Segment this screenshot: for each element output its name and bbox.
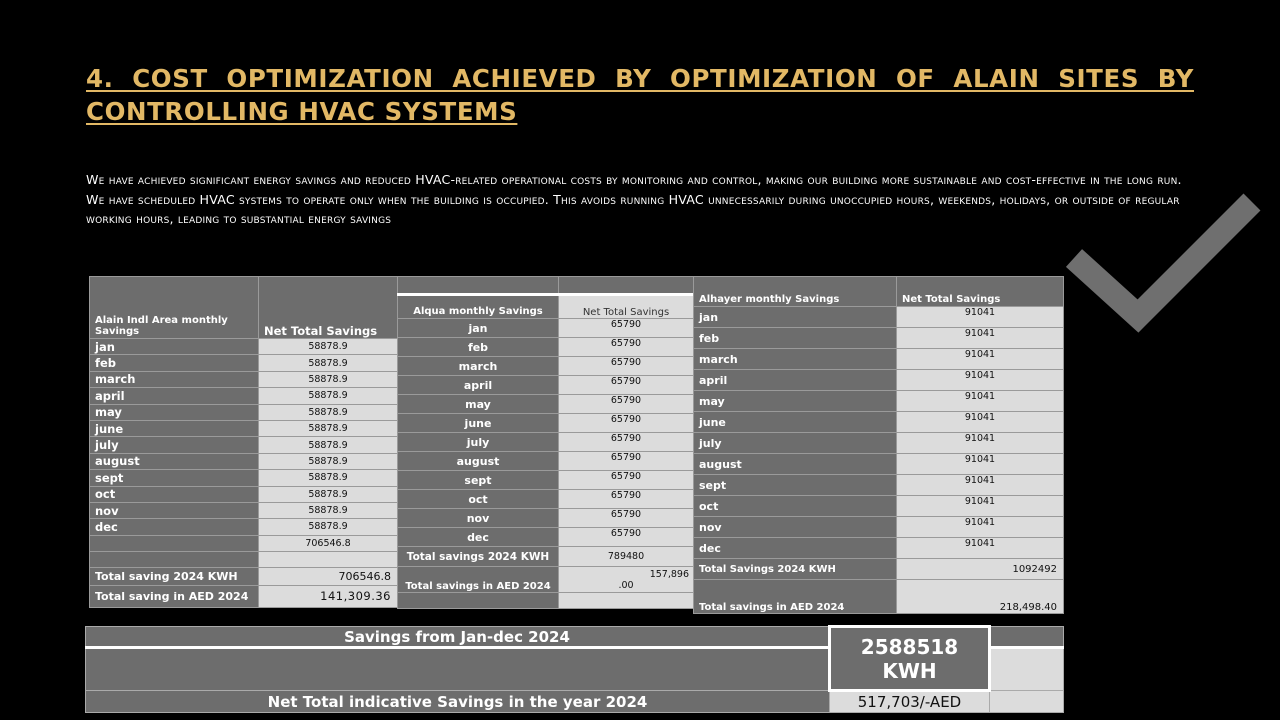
- alqua-row: [398, 376, 694, 395]
- alhayer-header-label: Alhayer monthly Savings: [694, 277, 897, 307]
- alhayer-row: [694, 307, 1064, 328]
- alain-row: [90, 437, 398, 453]
- alain-blank-cell: [259, 551, 398, 567]
- alqua-month-label: nov: [398, 509, 559, 528]
- alhayer-month-label: feb: [694, 328, 897, 349]
- alqua-month-value: 65790: [559, 414, 694, 433]
- alhayer-total-kwh-label: Total Savings 2024 KWH: [694, 559, 897, 580]
- alqua-month-label: march: [398, 357, 559, 376]
- alhayer-month-label: oct: [694, 496, 897, 517]
- alain-row: [90, 486, 398, 502]
- summary-blank-bottom: [990, 691, 1064, 713]
- alqua-top-blank: [398, 277, 559, 295]
- alqua-row: [398, 338, 694, 357]
- alain-row: [90, 453, 398, 469]
- alhayer-month-value: 91041: [897, 391, 1064, 412]
- alqua-month-label: may: [398, 395, 559, 414]
- alhayer-month-value: 91041: [897, 496, 1064, 517]
- alqua-row: [398, 490, 694, 509]
- alqua-month-label: oct: [398, 490, 559, 509]
- alain-month-value: 58878.9: [259, 404, 398, 420]
- alain-subtotal: 706546.8: [259, 535, 398, 551]
- alain-month-label: dec: [90, 519, 259, 535]
- alqua-top-blank-2: [559, 277, 694, 295]
- alhayer-month-value: 91041: [897, 475, 1064, 496]
- alqua-month-label: august: [398, 452, 559, 471]
- alhayer-month-value: 91041: [897, 307, 1064, 328]
- alain-month-label: may: [90, 404, 259, 420]
- alhayer-month-label: may: [694, 391, 897, 412]
- alqua-total-kwh: 789480: [559, 547, 694, 567]
- alhayer-month-value: 91041: [897, 412, 1064, 433]
- alain-blank-row: [90, 551, 259, 567]
- alain-row: [90, 388, 398, 404]
- alqua-month-value: 65790: [559, 471, 694, 490]
- alhayer-row: [694, 433, 1064, 454]
- alain-total-kwh: 706546.8: [259, 567, 398, 585]
- alqua-month-value: 65790: [559, 319, 694, 338]
- alqua-row: [398, 414, 694, 433]
- alqua-row: [398, 452, 694, 471]
- alqua-row: [398, 471, 694, 490]
- checkmark-icon: [1060, 180, 1270, 340]
- alain-month-value: 58878.9: [259, 470, 398, 486]
- alqua-month-value: 65790: [559, 376, 694, 395]
- alain-month-value: 58878.9: [259, 453, 398, 469]
- alain-month-label: august: [90, 453, 259, 469]
- alhayer-month-value: 91041: [897, 433, 1064, 454]
- alqua-total-kwh-label: Total savings 2024 KWH: [398, 547, 559, 567]
- alain-row: [90, 420, 398, 436]
- alhayer-row: [694, 391, 1064, 412]
- alain-row: [90, 404, 398, 420]
- alqua-month-value: 65790: [559, 509, 694, 528]
- alqua-month-value: 65790: [559, 357, 694, 376]
- alain-month-value: 58878.9: [259, 519, 398, 535]
- alqua-total-aed: [559, 567, 694, 593]
- alain-month-label: sept: [90, 470, 259, 486]
- alqua-blank-row: [398, 593, 559, 609]
- alain-month-value: 58878.9: [259, 486, 398, 502]
- alhayer-month-value: 91041: [897, 517, 1064, 538]
- alhayer-row: [694, 475, 1064, 496]
- alhayer-month-label: sept: [694, 475, 897, 496]
- alqua-month-value: 65790: [559, 490, 694, 509]
- alqua-month-label: sept: [398, 471, 559, 490]
- summary-blank-middle: [86, 648, 830, 691]
- alqua-month-value: 65790: [559, 338, 694, 357]
- alain-total-kwh-label: Total saving 2024 KWH: [90, 567, 259, 585]
- alain-row: [90, 502, 398, 518]
- alhayer-month-label: march: [694, 349, 897, 370]
- summary-net-aed: 517,703/-AED: [830, 691, 990, 713]
- alqua-month-label: july: [398, 433, 559, 452]
- alain-row: [90, 355, 398, 371]
- alain-row: [90, 339, 398, 355]
- alhayer-month-value: 91041: [897, 328, 1064, 349]
- alqua-row: [398, 395, 694, 414]
- alain-month-label: feb: [90, 355, 259, 371]
- alain-row: [90, 519, 398, 535]
- alain-month-value: 58878.9: [259, 339, 398, 355]
- alhayer-total-aed-label: Total savings in AED 2024: [694, 580, 897, 614]
- alhayer-month-label: nov: [694, 517, 897, 538]
- summary-total-kwh-unit: KWH: [882, 658, 937, 683]
- alain-total-aed-label: Total saving in AED 2024: [90, 585, 259, 607]
- alain-month-label: july: [90, 437, 259, 453]
- alhayer-month-value: 91041: [897, 349, 1064, 370]
- alain-savings-table: [89, 276, 398, 608]
- alain-row: [90, 470, 398, 486]
- alqua-row: [398, 528, 694, 547]
- alhayer-month-label: june: [694, 412, 897, 433]
- alhayer-row: [694, 412, 1064, 433]
- alhayer-total-kwh: 1092492: [897, 559, 1064, 580]
- alhayer-row: [694, 370, 1064, 391]
- alain-header-label: Alain Indl Area monthly Savings: [90, 277, 259, 339]
- slide-description: We have achieved significant energy savings and reduced HVAC-related operational costs by monitoring and control, making our building more sustainable and cost-effective in the long run. We have scheduled HVAC systems to operate only when the building is occupied. This avoids running HVAC unnecessarily during unoccupied hours, weekends, holidays, or outside of regular working hours, leading to substantial energy savings: [86, 172, 1182, 226]
- alqua-blank-cell: [559, 593, 694, 609]
- alhayer-row: [694, 496, 1064, 517]
- alain-row: [90, 371, 398, 387]
- alqua-total-aed-main: 157,896: [649, 568, 689, 580]
- alain-month-value: 58878.9: [259, 355, 398, 371]
- alqua-total-aed-label: Total savings in AED 2024: [398, 567, 559, 593]
- alain-subtotal-blank: [90, 535, 259, 551]
- alain-month-value: 58878.9: [259, 437, 398, 453]
- alain-month-label: march: [90, 371, 259, 387]
- alqua-header-net: Net Total Savings: [559, 295, 694, 319]
- alhayer-total-aed: 218,498.40: [897, 580, 1064, 614]
- alqua-row: [398, 509, 694, 528]
- summary-total-kwh: [830, 627, 990, 691]
- alqua-month-label: june: [398, 414, 559, 433]
- alqua-month-label: april: [398, 376, 559, 395]
- alain-month-value: 58878.9: [259, 371, 398, 387]
- summary-blank-top: [990, 627, 1064, 648]
- alain-header-net: Net Total Savings: [259, 277, 398, 339]
- alqua-savings-table: [397, 276, 694, 609]
- alhayer-row: [694, 538, 1064, 559]
- alain-month-label: jan: [90, 339, 259, 355]
- alqua-month-value: 65790: [559, 528, 694, 547]
- summary-total-kwh-number: 2588518: [860, 634, 959, 659]
- alhayer-row: [694, 454, 1064, 475]
- alqua-month-value: 65790: [559, 452, 694, 471]
- alain-month-label: april: [90, 388, 259, 404]
- alhayer-month-label: jan: [694, 307, 897, 328]
- alqua-month-label: dec: [398, 528, 559, 547]
- alhayer-header-net: Net Total Savings: [897, 277, 1064, 307]
- summary-savings-label: Savings from Jan-dec 2024: [86, 627, 830, 648]
- alain-month-value: 58878.9: [259, 502, 398, 518]
- summary-net-label: Net Total indicative Savings in the year 2024: [86, 691, 830, 713]
- alhayer-row: [694, 517, 1064, 538]
- alain-month-label: june: [90, 420, 259, 436]
- alhayer-month-label: august: [694, 454, 897, 475]
- alhayer-row: [694, 328, 1064, 349]
- alain-month-value: 58878.9: [259, 388, 398, 404]
- alhayer-month-value: 91041: [897, 454, 1064, 475]
- alain-month-label: nov: [90, 502, 259, 518]
- alain-total-aed: 141,309.36: [259, 585, 398, 607]
- alqua-row: [398, 319, 694, 338]
- alqua-month-label: jan: [398, 319, 559, 338]
- alqua-month-label: feb: [398, 338, 559, 357]
- alhayer-row: [694, 349, 1064, 370]
- alhayer-month-value: 91041: [897, 370, 1064, 391]
- alhayer-month-label: july: [694, 433, 897, 454]
- alqua-total-aed-cents: .00: [618, 579, 634, 591]
- slide-title: 4. COST OPTIMIZATION ACHIEVED BY OPTIMIZATION OF ALAIN SITES BY CONTROLLING HVAC SYSTEMS: [86, 64, 1194, 126]
- alain-month-value: 58878.9: [259, 420, 398, 436]
- alqua-month-value: 65790: [559, 395, 694, 414]
- alqua-month-value: 65790: [559, 433, 694, 452]
- alqua-header-label: Alqua monthly Savings: [398, 295, 559, 319]
- alhayer-savings-table: [693, 276, 1064, 614]
- alhayer-month-value: 91041: [897, 538, 1064, 559]
- summary-blank-light: [990, 648, 1064, 691]
- alhayer-month-label: dec: [694, 538, 897, 559]
- alain-month-label: oct: [90, 486, 259, 502]
- summary-table: [85, 625, 1064, 713]
- alqua-row: [398, 433, 694, 452]
- alhayer-month-label: april: [694, 370, 897, 391]
- alqua-row: [398, 357, 694, 376]
